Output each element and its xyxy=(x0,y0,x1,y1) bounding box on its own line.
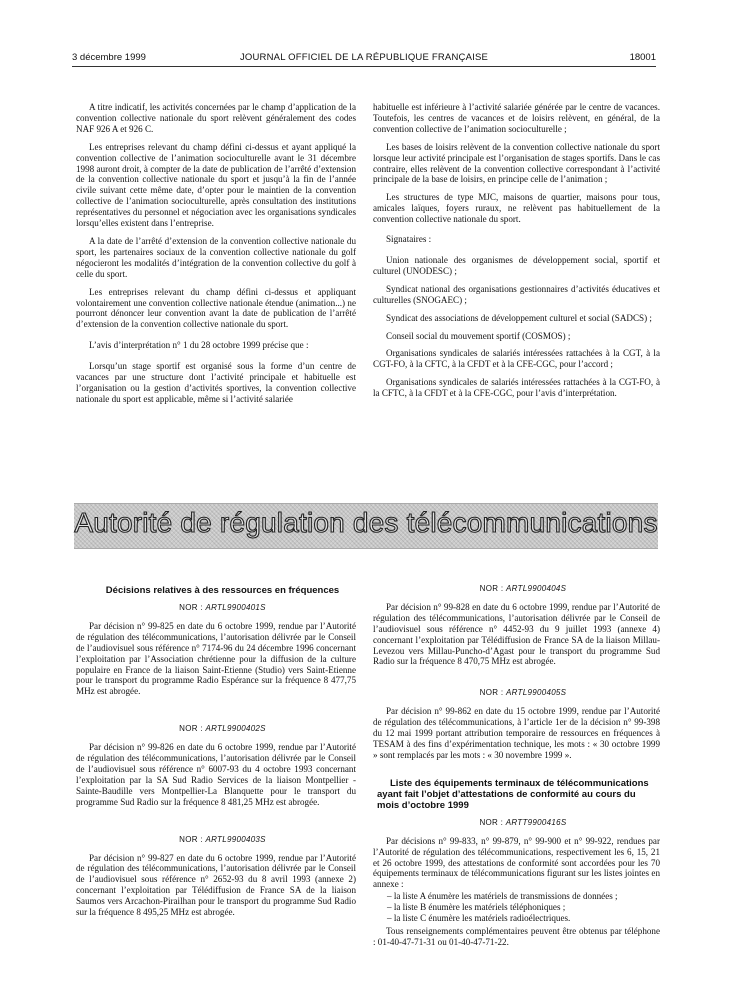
bottom-left-column xyxy=(76,585,356,925)
paragraph: Les structures de type MJC, maisons de quartier, maisons pour tous, amicales laïques, foyers ruraux, ne relèvent pas habituellement de la convention collective nationale du sport. xyxy=(373,192,660,225)
nor-reference: NOR : ARTL9900404S xyxy=(479,584,567,593)
signatory: Syndicat national des organisations gestionnaires d’activités éducatives et culturelles (SNOGAEC) ; xyxy=(373,283,660,305)
closing-text: Tous renseignements complémentaires peuvent être obtenus par téléphone : 01-40-47-71-31 ou 01-40-47-71-22. xyxy=(373,925,660,947)
signatory: Union nationale des organismes de développement social, sportif et culturel (UNODESC) ; xyxy=(373,254,660,276)
list-item: – la liste A énumère les matériels de transmissions de données ; xyxy=(387,891,618,902)
decision-text: Par décision n° 99-828 en date du 6 octobre 1999, rendue par l’Autorité de régulation des télécommunications, l’autorisation délivrée par le Conseil de l’audiovisuel sous référence n° 4452-93 du 9 juillet 1993 (annexe 4) concernant l’exploitation par Télédiffusion de France SA de la liaison Millau-Levezou vers Millau-Puncho-d’Agast pour le transport du programme Sud Radio sur la fréquence 8 470,75 MHz est abrogée. xyxy=(373,601,660,667)
paragraph: A titre indicatif, les activités concernées par le champ d’application de la convention collective nationale du sport relèvent généralement des codes NAF 926 A et 926 C. xyxy=(76,102,356,134)
list-item: – la liste C énumère les matériels radioélectriques. xyxy=(387,913,571,924)
section-banner xyxy=(74,503,658,549)
decision-text: Par décisions n° 99-833, n° 99-879, n° 99-900 et n° 99-922, rendues par l’Autorité de régulation des télécommunications, respectivement les 6, 15, 21 et 26 octobre 1999, des attestations de conformité sont accordées pour les 70 équipements terminaux de télécommunications figurant sur les listes jointes en annexe : xyxy=(373,835,660,890)
journal-title: JOURNAL OFFICIEL DE LA RÉPUBLIQUE FRANÇAISE xyxy=(239,52,489,63)
paragraph: Lorsqu’un stage sportif est organisé sous la forme d’un centre de vacances par une structure dont l’activité principale et habituelle est l’organisation ou la gestion d’activités sportives, la convention collective nationale du sport est applicable, même si l’activité salariée xyxy=(76,361,356,404)
list-item: – la liste B énumère les matériels téléphoniques ; xyxy=(387,902,566,913)
nor-reference: NOR : ARTT9900416S xyxy=(479,817,567,827)
decision-text: Par décision n° 99-862 en date du 15 octobre 1999, rendue par l’Autorité de régulation des télécommunications, à l’article 1er de la décision n° 99-398 du 12 mai 1999 portant attribution temporaire de ressources en fréquences à TESAM à des fins d’expérimentation technique, les mots : « 30 octobre 1999 » sont remplacés par les mots : « 30 novembre 1999 ». xyxy=(373,706,660,760)
nor-reference: NOR : ARTL9900403S xyxy=(179,834,266,844)
top-right-column xyxy=(373,102,660,406)
nor-reference: NOR : ARTL9900405S xyxy=(479,688,567,698)
signatory: Organisations syndicales de salariés intéressées rattachées à la CGT, à la CGT-FO, à la CFTC, à la CFDT et à la CFE-CGC, pour l’accord ; xyxy=(373,348,660,370)
paragraph: habituelle est inférieure à l’activité salariée générée par le centre de vacances. Toutefois, les centres de vacances et de loisirs relèvent, en général, de la convention collective de l’animation socioculturelle ; xyxy=(373,102,660,134)
page-number: 18001 xyxy=(629,52,656,63)
paragraph: L’avis d’interprétation n° 1 du 28 octobre 1999 précise que : xyxy=(89,340,309,351)
paragraph: Les bases de loisirs relèvent de la convention collective nationale du sport lorsque leur activité principale est l’organisation de stages sportifs. Dans le cas contraire, elles relèvent de la convention collective correspondant à l’activité principale de la base de loisirs, en principe celle de l’animation ; xyxy=(373,141,660,185)
decision-text: Par décision n° 99-825 en date du 6 octobre 1999, rendue par l’Autorité de régulation des télécommunications, l’autorisation délivrée par le Conseil de l’audiovisuel sous référence n° 7174-96 du 24 décembre 1996 concernant l’exploitation par l’Association chrétienne pour la diffusion de la culture populaire en France de la liaison Saint-Etienne (Studio) vers Saint-Etienne pour le transport du programme Radio Espérance sur la fréquence 8 477,75 MHz est abrogée. xyxy=(76,620,356,697)
annex-list xyxy=(373,891,660,924)
bottom-right-column xyxy=(373,584,660,955)
decision-text: Par décision n° 99-826 en date du 6 octobre 1999, rendue par l’Autorité de régulation des télécommunications, l’autorisation délivrée par le Conseil de l’audiovisuel sous référence n° 6007-93 du 4 octobre 1993 concernant l’exploitation par la SA Sud Radio Services de la liaison Montpellier - Sainte-Baudille vers Montpellier-La Blanquette pour le transport du programme Sud Radio sur la fréquence 8 481,25 MHz est abrogée. xyxy=(76,742,356,807)
signatory: Conseil social du mouvement sportif (COSMOS) ; xyxy=(386,330,571,341)
header-date: 3 décembre 1999 xyxy=(72,52,146,63)
section-heading: Liste des équipements terminaux de télécommunications ayant fait l’objet d’attestations de conformité au cours du mois d’octobre 1999 xyxy=(377,777,649,811)
paragraph: A la date de l’arrêté d’extension de la convention collective nationale du sport, les partenaires sociaux de la convention collective nationale du golf négocieront les modalités d’intégration de la convention collective du golf à celle du sport. xyxy=(76,235,356,279)
nor-reference: NOR : ARTL9900401S xyxy=(179,603,266,612)
decision-text: Par décision n° 99-827 en date du 6 octobre 1999, rendue par l’Autorité de régulation des télécommunications, l’autorisation délivrée par le Conseil de l’audiovisuel sous référence n° 2652-93 du 8 avril 1993 (annexe 2) concernant l’exploitation par Télédiffusion de France SA de la liaison Saumos vers Arcachon-Pirailhan pour le transport du programme Sud Radio sur la fréquence 8 495,25 MHz est abrogée. xyxy=(76,852,356,918)
nor-reference: NOR : ARTL9900402S xyxy=(179,724,266,734)
signatory: Syndicat des associations de développement culturel et social (SADCS) ; xyxy=(386,312,652,323)
banner-title: Autorité de régulation des télécommunications xyxy=(74,507,658,538)
paragraph: Les entreprises relevant du champ défini ci-dessus et appliquant volontairement une convention collective nationale étendue (animation...) ne pourront dénoncer leur convention avant la date de publication de l’arrêté d’extension de la convention collective nationale du sport. xyxy=(76,286,356,330)
top-left-column xyxy=(76,102,356,412)
signataires-label: Signataires : xyxy=(386,234,432,245)
header-rule xyxy=(72,66,656,67)
section-heading: Décisions relatives à des ressources en fréquences xyxy=(105,585,340,596)
page-header xyxy=(72,52,656,66)
paragraph: Les entreprises relevant du champ défini ci-dessus et ayant appliqué la convention collective de l’animation socioculturelle avant le 31 décembre 1998 auront droit, à compter de la date de publication de l’arrêté d’extension de la convention collective nationale du sport et jusqu’à la fin de l’année civile suivant cette même date, d’opter pour le maintien de la convention collective de l’animation socioculturelle, après consultation des institutions représentatives du personnel et négociation avec les organisations syndicales lorsqu’elles existent dans l’entreprise. xyxy=(76,141,356,229)
signatory: Organisations syndicales de salariés intéressées rattachées à la CGT-FO, à la CFTC, à la CFDT et à la CFE-CGC, pour l’avis d’interprétation. xyxy=(373,377,660,399)
